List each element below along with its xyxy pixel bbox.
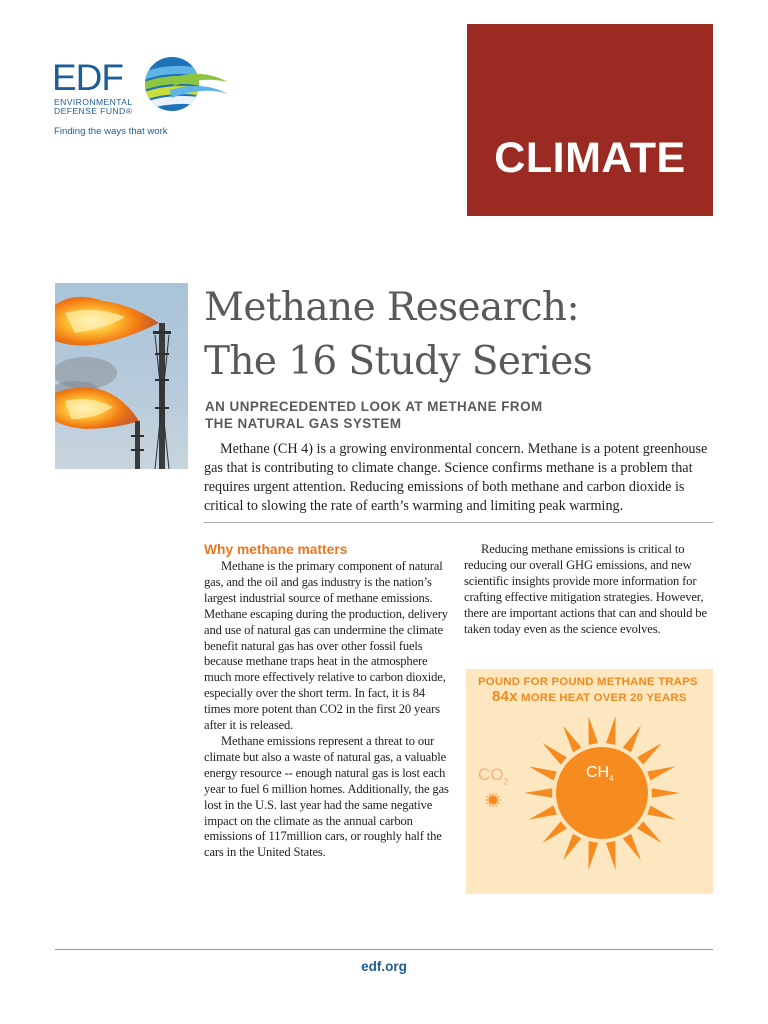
left-column xyxy=(204,542,452,861)
edf-tagline: Finding the ways that work xyxy=(54,126,168,137)
footer-link[interactable] xyxy=(0,959,768,974)
co2-text: CO xyxy=(478,765,504,784)
section-divider xyxy=(204,522,713,523)
co2-sun-ray xyxy=(486,802,489,804)
methane-infographic xyxy=(466,669,713,894)
right-column xyxy=(464,542,714,637)
ch4-sun-ray xyxy=(542,821,567,843)
ch4-sun-ray xyxy=(623,834,641,861)
ch4-sun-ray xyxy=(652,788,680,798)
right-column-body xyxy=(464,542,714,637)
infographic-line2 xyxy=(492,688,687,705)
title-line1: Methane Research: xyxy=(204,285,579,330)
ch4-sun-ray xyxy=(529,806,557,820)
ch4-label xyxy=(586,764,614,783)
ch4-sun-ray xyxy=(606,841,616,870)
ch4-sun-ray xyxy=(606,716,616,745)
left-paragraph-1: Methane is the primary component of natural gas, and the oil and gas industry is the nation’s largest industrial source of methane emissions. Methane escaping during the production, delivery and use of natural gas can undermine the climate benefit natural gas has over other fossil fuels because methane traps heat in the atmosphere much more effectively relative to carbon dioxide, especially over the short term. In fact, it is 84 times more potent than CO2 in the first 20 years after it is released. xyxy=(204,559,448,733)
co2-sun-disc xyxy=(489,796,498,805)
ch4-sun-ray xyxy=(563,834,581,861)
subtitle-line1: AN UNPRECEDENTED LOOK AT METHANE FROM xyxy=(205,399,543,414)
footer-url-text[interactable]: edf.org xyxy=(361,959,407,974)
gas-flare-photo xyxy=(55,283,188,469)
ch4-sun-ray xyxy=(588,841,598,870)
intro-paragraph: Methane (CH 4) is a growing environmental concern. Methane is a potent greenhouse gas that is contributing to climate change. Science confirms methane is a problem that requires urgent attention. Reducing emissions of both methane and carbon dioxide is critical to slowing the rate of earth’s warming and limiting peak warming. xyxy=(204,441,708,514)
ch4-text: CH xyxy=(586,764,610,781)
subtitle xyxy=(205,398,543,432)
ch4-subscript: 4 xyxy=(609,774,614,784)
co2-sun-ray xyxy=(495,804,497,807)
co2-sun-ray xyxy=(486,796,489,798)
ch4-sun-ray xyxy=(637,743,662,765)
infographic-line2-text: MORE HEAT OVER 20 YEARS xyxy=(521,692,687,704)
page-title xyxy=(204,281,592,389)
ch4-sun-ray xyxy=(563,725,581,752)
title-line2: The 16 Study Series xyxy=(204,339,593,384)
co2-sun-ray xyxy=(497,802,500,804)
co2-sun-ray xyxy=(492,805,493,809)
ch4-sun-ray xyxy=(524,788,552,798)
co2-sun-ray xyxy=(489,804,491,807)
ch4-sun-ray xyxy=(647,766,675,780)
ch4-sun-ray xyxy=(623,725,641,752)
infographic-line1: POUND FOR POUND METHANE TRAPS xyxy=(478,676,698,688)
category-label: CLIMATE xyxy=(494,133,686,182)
edf-name-line1: ENVIRONMENTAL xyxy=(54,97,133,107)
ch4-sun-ray xyxy=(588,716,598,745)
co2-sun-ray xyxy=(485,799,489,800)
ch4-sun-ray xyxy=(647,806,675,820)
left-column-body xyxy=(204,559,452,861)
co2-sun-ray xyxy=(498,799,502,800)
edf-full-name xyxy=(54,98,133,117)
category-banner xyxy=(467,24,713,216)
edf-name-line2: DEFENSE FUND® xyxy=(54,106,133,117)
right-paragraph-1: Reducing methane emissions is critical to reducing our overall GHG emissions, and new scientific insights provide more information for crafting effective mitigation strategies. However, there are important actions that can and should be taken today even as the science evolves. xyxy=(464,542,707,636)
left-paragraph-2: Methane emissions represent a threat to our climate but also a waste of natural gas, a valuable energy resource -- enough natural gas is lost each year to fuel 6 million homes. Additionally, the gas lost in the U.S. last year had the same negative impact on the climate as the annual carbon emissions of 117million cars, or roughly half the cars in the United States. xyxy=(204,733,449,860)
co2-sun xyxy=(485,792,502,809)
co2-sun-ray xyxy=(495,793,497,796)
edf-logo xyxy=(52,56,232,140)
ch4-sun-ray xyxy=(637,821,662,843)
ch4-sun-ray xyxy=(542,743,567,765)
co2-subscript: 2 xyxy=(503,777,508,787)
co2-sun-ray xyxy=(492,792,493,796)
subtitle-line2: THE NATURAL GAS SYSTEM xyxy=(205,416,402,431)
ch4-sun xyxy=(524,716,680,870)
ch4-sun-ray xyxy=(529,766,557,780)
infographic-multiplier: 84x xyxy=(492,688,518,705)
co2-sun-ray xyxy=(497,796,500,798)
co2-sun-ray xyxy=(489,793,491,796)
section-heading: Why methane matters xyxy=(204,542,348,557)
edf-abbrev: EDF xyxy=(52,57,123,98)
footer-divider xyxy=(55,949,713,950)
ch4-sun-disc xyxy=(556,747,648,839)
co2-label xyxy=(478,765,508,786)
